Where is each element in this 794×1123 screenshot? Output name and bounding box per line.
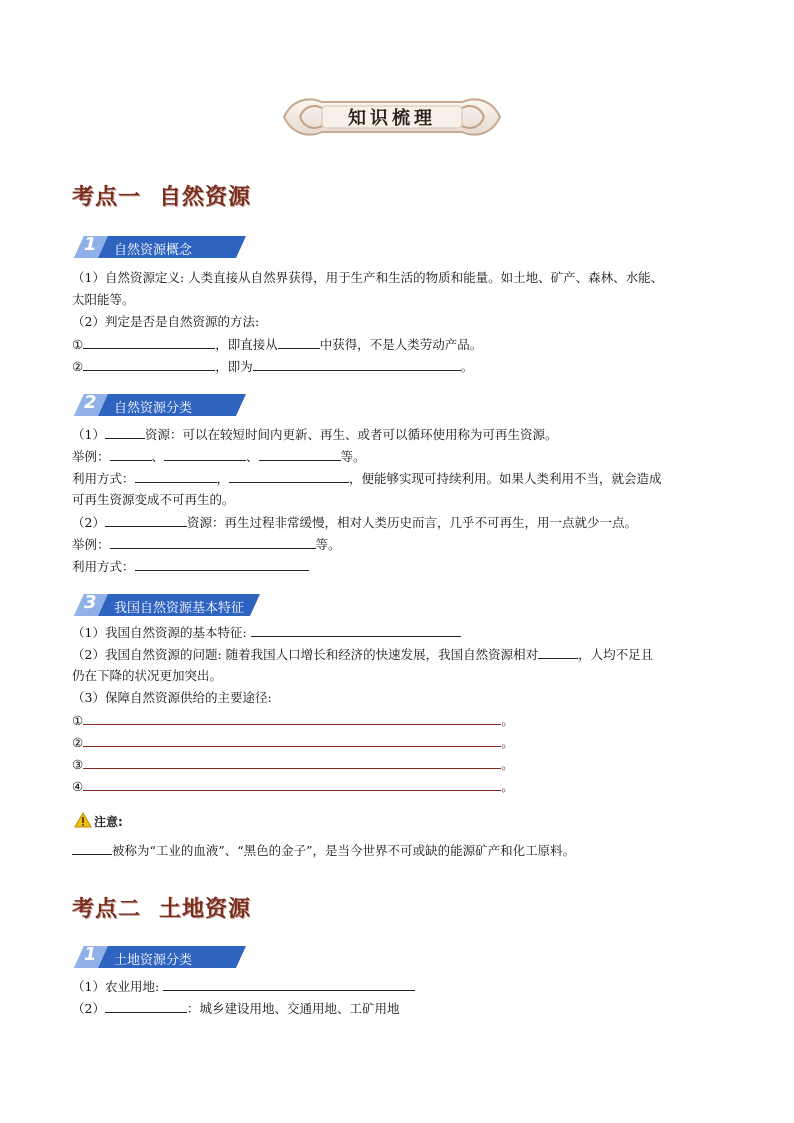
blank-field[interactable] — [163, 978, 415, 991]
list-marker: ② — [72, 735, 84, 750]
text-span: （2）我国自然资源的问题: 随着我国人口增长和经济的快速发展，我国自然资源相对 — [72, 647, 539, 662]
text-span: 等。 — [340, 449, 366, 464]
text-span: 。 — [501, 735, 514, 750]
fill-line — [72, 978, 415, 995]
text-span: 资源：可以在较短时间内更新、再生、或者可以循环使用称为可再生资源。 — [144, 427, 558, 442]
paragraph: 太阳能等。 — [72, 292, 135, 307]
blank-field[interactable] — [105, 426, 145, 439]
sub-banner-label: 土地资源分类 — [114, 953, 193, 968]
fill-line — [72, 734, 514, 751]
blank-field[interactable] — [83, 358, 215, 371]
blank-field[interactable] — [110, 448, 152, 461]
text-span: ，即直接从 — [215, 337, 278, 352]
blank-field[interactable] — [259, 448, 341, 461]
text-span: 举例： — [72, 537, 110, 552]
fill-line — [72, 1000, 399, 1017]
fill-line — [72, 558, 309, 575]
fill-line — [72, 426, 557, 443]
section-2-title: 土地资源 — [159, 897, 252, 922]
sub-banner-natural-resource-classification — [74, 394, 246, 416]
text-span: 。 — [501, 713, 514, 728]
text-span: 中获得，不是人类劳动产品。 — [319, 337, 483, 352]
blank-field[interactable] — [229, 470, 349, 483]
text-span: ：城乡建设用地、交通用地、工矿用地 — [186, 1001, 400, 1016]
fill-line — [72, 536, 341, 553]
sub-banner-number: 1 — [84, 944, 97, 965]
text-span: （2） — [72, 1001, 105, 1016]
blank-field[interactable] — [135, 558, 309, 571]
blank-field[interactable] — [83, 734, 501, 747]
text-span: 。 — [501, 779, 514, 794]
fill-line — [72, 514, 637, 531]
text-span: 、 — [246, 449, 259, 464]
fill-line — [72, 470, 662, 487]
fill-line — [72, 646, 653, 663]
fill-line — [72, 712, 514, 729]
text-span: 利用方式： — [72, 559, 135, 574]
list-marker: ② — [72, 359, 84, 374]
note-text: 被称为“工业的血液”、“黑色的金子”，是当今世界不可或缺的能源矿产和化工原料。 — [112, 843, 576, 858]
sub-banner-number: 3 — [84, 592, 97, 613]
blank-field[interactable] — [105, 514, 187, 527]
sub-banner-label: 我国自然资源基本特征 — [114, 601, 245, 616]
text-span: ，即为 — [215, 359, 253, 374]
list-marker: ① — [72, 337, 84, 352]
blank-field[interactable] — [538, 646, 578, 659]
section-heading-2 — [72, 892, 251, 923]
blank-field[interactable] — [83, 778, 501, 791]
blank-field[interactable] — [251, 624, 461, 637]
list-marker: ④ — [72, 779, 84, 794]
note-label: 注意: — [94, 815, 123, 829]
fill-line-2 — [72, 358, 473, 375]
text-span: ，人均不足且 — [578, 647, 654, 662]
text-span: 举例： — [72, 449, 110, 464]
text-span: （1）农业用地: — [72, 979, 160, 994]
text-span: 等。 — [315, 537, 341, 552]
sub-banner-natural-resource-concept — [74, 236, 246, 258]
blank-field[interactable] — [253, 358, 461, 371]
text-span: （2） — [72, 515, 105, 530]
blank-field[interactable] — [105, 1000, 187, 1013]
fill-line — [72, 624, 461, 641]
blank-field[interactable] — [110, 536, 316, 549]
blank-field[interactable] — [83, 756, 501, 769]
text-span: ，便能够实现可持续利用。如果人类利用不当，就会造成 — [349, 471, 662, 486]
fill-line — [72, 842, 575, 859]
section-2-label: 考点二 — [72, 897, 142, 922]
text-span: 资源：再生过程非常缓慢，相对人类历史而言，几乎不可再生，用一点就少一点。 — [186, 515, 637, 530]
sub-banner-label: 自然资源概念 — [114, 243, 193, 258]
blank-field[interactable] — [164, 448, 246, 461]
sub-banner-number: 2 — [84, 392, 97, 413]
text-span: （1） — [72, 427, 105, 442]
section-1-label: 考点一 — [72, 185, 142, 210]
banner-title: 知识梳理 — [348, 108, 436, 129]
text-span: （1）我国自然资源的基本特征: — [72, 625, 247, 640]
paragraph: 可再生资源变成不可再生的。 — [72, 492, 235, 507]
text-span: 。 — [460, 359, 474, 374]
paragraph: （1）自然资源定义: 人类直接从自然界获得，用于生产和生活的物质和能量。如土地、矿产、森林、水能、 — [72, 270, 664, 285]
text-span: 、 — [151, 449, 165, 464]
title-banner — [278, 92, 506, 142]
sub-banner-land-resource-classification — [74, 946, 246, 968]
section-1-title: 自然资源 — [159, 185, 252, 210]
note-badge — [74, 812, 124, 830]
section-heading-1 — [72, 180, 251, 211]
warning-icon — [74, 812, 92, 828]
fill-line — [72, 756, 514, 773]
sub-banner-china-resource-features — [74, 594, 260, 616]
list-marker: ① — [72, 713, 84, 728]
text-span: ， — [216, 471, 230, 486]
paragraph: （3）保障自然资源供给的主要途径: — [72, 690, 272, 705]
text-span: 利用方式： — [72, 471, 135, 486]
blank-field[interactable] — [83, 712, 501, 725]
fill-line — [72, 778, 514, 795]
sub-banner-number: 1 — [84, 234, 97, 255]
blank-field[interactable] — [83, 336, 215, 349]
paragraph: （2）判定是否是自然资源的方法: — [72, 314, 260, 329]
fill-line — [72, 448, 366, 465]
blank-field[interactable] — [278, 336, 320, 349]
fill-line-1 — [72, 336, 482, 353]
sub-banner-label: 自然资源分类 — [114, 401, 193, 416]
paragraph: 仍在下降的状况更加突出。 — [72, 668, 223, 683]
blank-field[interactable] — [135, 470, 217, 483]
text-span: 。 — [501, 757, 514, 772]
list-marker: ③ — [72, 757, 84, 772]
blank-field[interactable] — [72, 842, 112, 855]
